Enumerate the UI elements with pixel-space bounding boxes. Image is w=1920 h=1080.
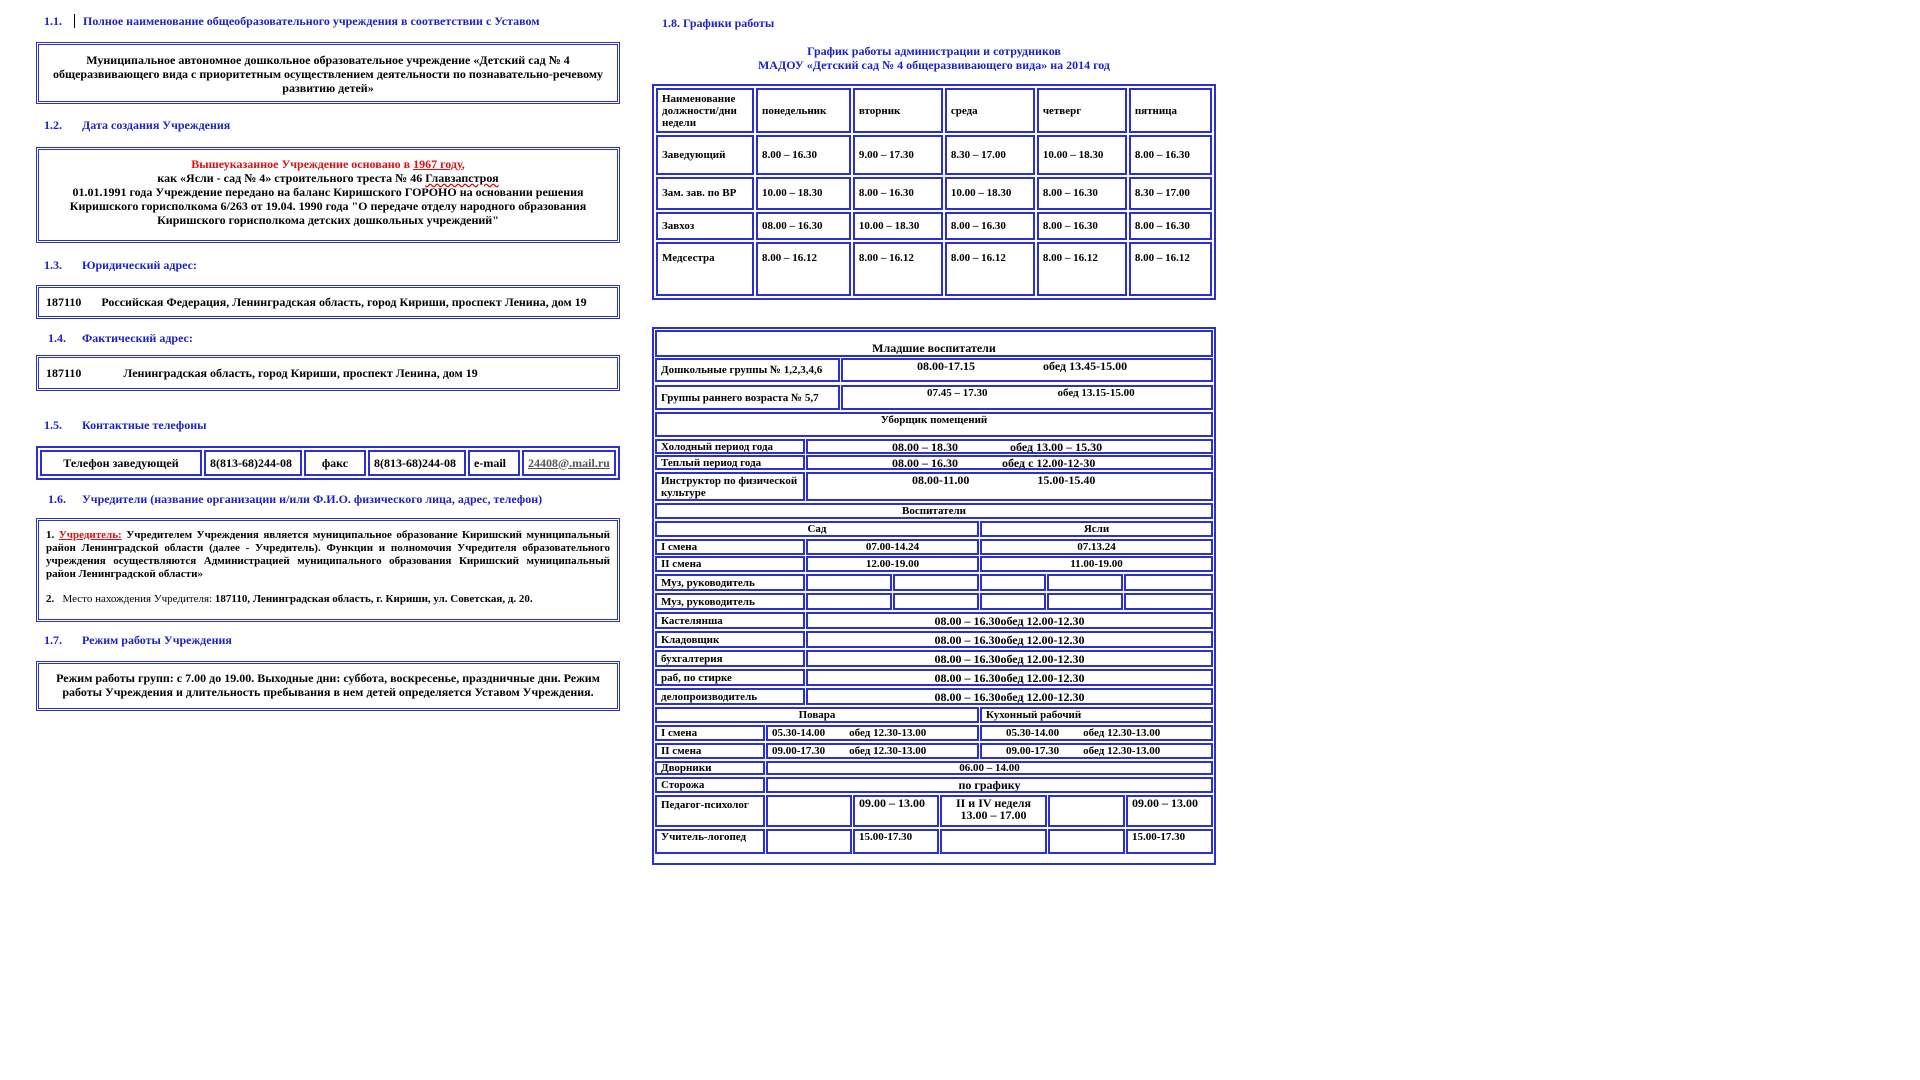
music-director-label: Муз, руководитель bbox=[655, 574, 805, 591]
admin-head-wed: среда bbox=[945, 88, 1035, 133]
warm-period-time: 08.00 – 16.30 обед с 12.00-12-30 bbox=[806, 455, 1213, 470]
preschool-groups-label: Дошкольные группы № 1,2,3,4,6 bbox=[655, 358, 840, 382]
admin-head-tue: вторник bbox=[853, 88, 943, 133]
fax-label: факс bbox=[304, 450, 366, 476]
section-1-8-title: 1.8. Графики работы bbox=[662, 16, 775, 30]
speech-therapist-label: Учитель-логопед bbox=[655, 829, 765, 854]
founders-box: 1. Учредитель: Учредителем Учреждения является муниципальное образование Киришский муниципальный район Ленинградской области (далее - Учредитель). Функции и полномочия Учредителя образовательного учреждения осуществляются Администрацией муниципального образования Киришский муниципальный район Ленинградской области» 2. Место нахождения Учредителя: 187110, Ленинградская область, г. Кириши, ул. Советская, д. 20. bbox=[36, 518, 620, 622]
actual-address-box: 187110 Ленинградская область, город Кириши, проспект Ленина, дом 19 bbox=[36, 355, 620, 391]
empty-cell bbox=[1124, 574, 1213, 591]
admin-head-mon: понедельник bbox=[756, 88, 851, 133]
admin-cell: 8.00 – 16.12 bbox=[945, 242, 1035, 296]
psychologist-label: Педагог-психолог bbox=[655, 795, 765, 827]
section-1-1-title: 1.1. Полное наименование общеобразовательного учреждения в соответствии с Уставом bbox=[44, 14, 540, 28]
email-link[interactable]: 24408@.mail.ru bbox=[522, 450, 616, 476]
shift2-kg: 12.00-19.00 bbox=[806, 556, 979, 572]
clerk-time: 08.00 – 16.30обед 12.00-12.30 bbox=[806, 688, 1213, 705]
psychologist-time-2: II и IV неделя 13.00 – 17.00 bbox=[940, 795, 1047, 827]
music-director-label: Муз, руководитель bbox=[655, 593, 805, 610]
full-name-box: Муниципальное автономное дошкольное образовательное учреждение «Детский сад № 4 общеразвивающего вида с приоритетным осуществлением деятельности по познавательно-речевому развитию детей» bbox=[36, 42, 620, 104]
table-row bbox=[656, 177, 1212, 210]
section-1-5-title: 1.5. Контактные телефоны bbox=[44, 418, 207, 432]
linen-keeper-time: 08.00 – 16.30обед 12.00-12.30 bbox=[806, 612, 1213, 629]
teachers-header: Воспитатели bbox=[655, 503, 1213, 519]
empty-cell bbox=[1124, 593, 1213, 610]
cook-shift2-label: II смена bbox=[655, 743, 765, 759]
storekeeper-label: Кладовщик bbox=[655, 631, 805, 648]
kitchen-shift2-time: 09.00-17.30 обед 12.30-13.00 bbox=[980, 743, 1213, 759]
director-phone: 8(813-68)244-08 bbox=[204, 450, 302, 476]
admin-cell: 8.00 – 16.12 bbox=[756, 242, 851, 296]
empty-cell bbox=[1048, 829, 1125, 854]
empty-cell bbox=[1047, 574, 1123, 591]
admin-cell: 8.30 – 17.00 bbox=[945, 135, 1035, 174]
cook-shift1-time: 05.30-14.00 обед 12.30-13.00 bbox=[766, 725, 979, 741]
admin-cell: 8.00 – 16.12 bbox=[1037, 242, 1127, 296]
empty-cell bbox=[980, 574, 1046, 591]
storekeeper-time: 08.00 – 16.30обед 12.00-12.30 bbox=[806, 631, 1213, 648]
table-row bbox=[656, 212, 1212, 241]
admin-cell: 10.00 – 18.30 bbox=[1037, 135, 1127, 174]
admin-cell: 8.00 – 16.30 bbox=[1037, 177, 1127, 210]
linen-keeper-label: Кастелянша bbox=[655, 612, 805, 629]
admin-cell: 8.00 – 16.30 bbox=[756, 135, 851, 174]
early-groups-time: 07.45 – 17.30 обед 13.15-15.00 bbox=[841, 385, 1213, 410]
early-groups-label: Группы раннего возраста № 5,7 bbox=[655, 385, 840, 410]
admin-cell: 10.00 – 18.30 bbox=[756, 177, 851, 210]
admin-head-position: Наименование должности/дни недели bbox=[656, 88, 754, 133]
pe-instructor-label: Инструктор по физической культуре bbox=[655, 472, 805, 501]
janitors-label: Дворники bbox=[655, 761, 765, 775]
warm-period-label: Теплый период года bbox=[655, 455, 805, 470]
laundry-label: раб, по стирке bbox=[655, 669, 805, 686]
admin-cell: 9.00 – 17.30 bbox=[853, 135, 943, 174]
admin-cell: 8.00 – 16.12 bbox=[853, 242, 943, 296]
cold-period-time: 08.00 – 18.30 обед 13.00 – 15.30 bbox=[806, 439, 1213, 454]
shift1-kg: 07.00-14.24 bbox=[806, 539, 979, 555]
empty-cell bbox=[1047, 593, 1123, 610]
cook-shift2-time: 09.00-17.30 обед 12.30-13.00 bbox=[766, 743, 979, 759]
kindergarten-header: Сад bbox=[655, 521, 979, 537]
empty-cell bbox=[893, 593, 979, 610]
psychologist-time-1: 09.00 – 13.00 bbox=[853, 795, 939, 827]
admin-cell: 8.00 – 16.12 bbox=[1129, 242, 1212, 296]
empty-cell bbox=[806, 593, 892, 610]
table-row bbox=[656, 135, 1212, 174]
admin-cell: 08.00 – 16.30 bbox=[756, 212, 851, 241]
empty-cell bbox=[766, 829, 852, 854]
staff-schedule-table bbox=[652, 327, 1216, 865]
kitchen-worker-header: Кухонный рабочий bbox=[980, 707, 1213, 723]
shift1-label: I смена bbox=[655, 539, 805, 555]
cleaners-header: Уборщик помещений bbox=[655, 412, 1213, 437]
contacts-table bbox=[36, 446, 620, 480]
section-1-6-title: 1.6. Учредители (название организации и/или Ф.И.О. физического лица, адрес, телефон) bbox=[48, 492, 543, 506]
admin-schedule-table bbox=[652, 84, 1216, 300]
admin-cell: 10.00 – 18.30 bbox=[853, 212, 943, 241]
shift1-nursery: 07.13.24 bbox=[980, 539, 1213, 555]
admin-cell: Завхоз bbox=[656, 212, 754, 241]
empty-cell bbox=[980, 593, 1046, 610]
admin-cell: Заведующий bbox=[656, 135, 754, 174]
section-1-7-title: 1.7. Режим работы Учреждения bbox=[44, 633, 232, 647]
admin-cell: 10.00 – 18.30 bbox=[945, 177, 1035, 210]
empty-cell bbox=[893, 574, 979, 591]
founding-date-box: Вышеуказанное Учреждение основано в 1967 году, как «Ясли - сад № 4» строительного треста № 46 Главзапстроя 01.01.1991 года Учреждение передано на баланс Киришского ГОРОНО на основании решения Киришского горисполкома 6/263 от 19.04. 1990 года "О передаче отделу народного образования Киришского горисполкома детских дошкольных учреждений" bbox=[36, 147, 620, 243]
fax-number: 8(813-68)244-08 bbox=[368, 450, 466, 476]
laundry-time: 08.00 – 16.30обед 12.00-12.30 bbox=[806, 669, 1213, 686]
empty-cell bbox=[1048, 795, 1125, 827]
section-1-3-title: 1.3. Юридический адрес: bbox=[44, 258, 197, 272]
admin-cell: 8.00 – 16.30 bbox=[1129, 135, 1212, 174]
admin-cell: Зам. зав. по ВР bbox=[656, 177, 754, 210]
admin-head-thu: четверг bbox=[1037, 88, 1127, 133]
nursery-header: Ясли bbox=[980, 521, 1213, 537]
empty-cell bbox=[766, 795, 852, 827]
director-phone-label: Телефон заведующей bbox=[40, 450, 202, 476]
speech-therapist-time-1: 15.00-17.30 bbox=[853, 829, 939, 854]
empty-cell bbox=[940, 829, 1047, 854]
admin-cell: 8.00 – 16.30 bbox=[1037, 212, 1127, 241]
admin-head-fri: пятница bbox=[1129, 88, 1212, 133]
admin-cell: 8.00 – 16.30 bbox=[945, 212, 1035, 241]
guards-label: Сторожа bbox=[655, 777, 765, 793]
section-1-4-title: 1.4. Фактический адрес: bbox=[48, 331, 193, 345]
clerk-label: делопроизводитель bbox=[655, 688, 805, 705]
cook-shift1-label: I смена bbox=[655, 725, 765, 741]
preschool-groups-time: 08.00-17.15 обед 13.45-15.00 bbox=[841, 358, 1213, 382]
legal-address-box: 187110 Российская Федерация, Ленинградская область, город Кириши, проспект Ленина, дом 19 bbox=[36, 285, 620, 319]
cooks-header: Повара bbox=[655, 707, 979, 723]
empty-cell bbox=[806, 574, 892, 591]
section-1-2-title: 1.2. Дата создания Учреждения bbox=[44, 118, 231, 132]
speech-therapist-time-2: 15.00-17.30 bbox=[1126, 829, 1213, 854]
shift2-nursery: 11.00-19.00 bbox=[980, 556, 1213, 572]
psychologist-time-3: 09.00 – 13.00 bbox=[1126, 795, 1213, 827]
shift2-label: II смена bbox=[655, 556, 805, 572]
accounting-time: 08.00 – 16.30обед 12.00-12.30 bbox=[806, 650, 1213, 667]
email-label: e-mail bbox=[468, 450, 520, 476]
schedule-caption: График работы администрации и сотрудников МАДОУ «Детский сад № 4 общеразвивающего вида» на 2014 год bbox=[757, 44, 1110, 72]
junior-teachers-header: Младшие воспитатели bbox=[655, 330, 1213, 357]
guards-time: по графику bbox=[766, 777, 1213, 793]
admin-cell: 8.30 – 17.00 bbox=[1129, 177, 1212, 210]
work-mode-box: Режим работы групп: с 7.00 до 19.00. Выходные дни: суббота, воскресенье, праздничные дни. Режим работы Учреждения и длительность пребывания в нем детей определяется Уставом Учреждения. bbox=[36, 661, 620, 711]
admin-cell: 8.00 – 16.30 bbox=[1129, 212, 1212, 241]
kitchen-shift1-time: 05.30-14.00 обед 12.30-13.00 bbox=[980, 725, 1213, 741]
admin-cell: Медсестра bbox=[656, 242, 754, 296]
janitors-time: 06.00 – 14.00 bbox=[766, 761, 1213, 775]
pe-instructor-time: 08.00-11.00 15.00-15.40 bbox=[806, 472, 1213, 501]
admin-cell: 8.00 – 16.30 bbox=[853, 177, 943, 210]
table-row bbox=[656, 242, 1212, 296]
accounting-label: бухгалтерия bbox=[655, 650, 805, 667]
cold-period-label: Холодный период года bbox=[655, 439, 805, 454]
